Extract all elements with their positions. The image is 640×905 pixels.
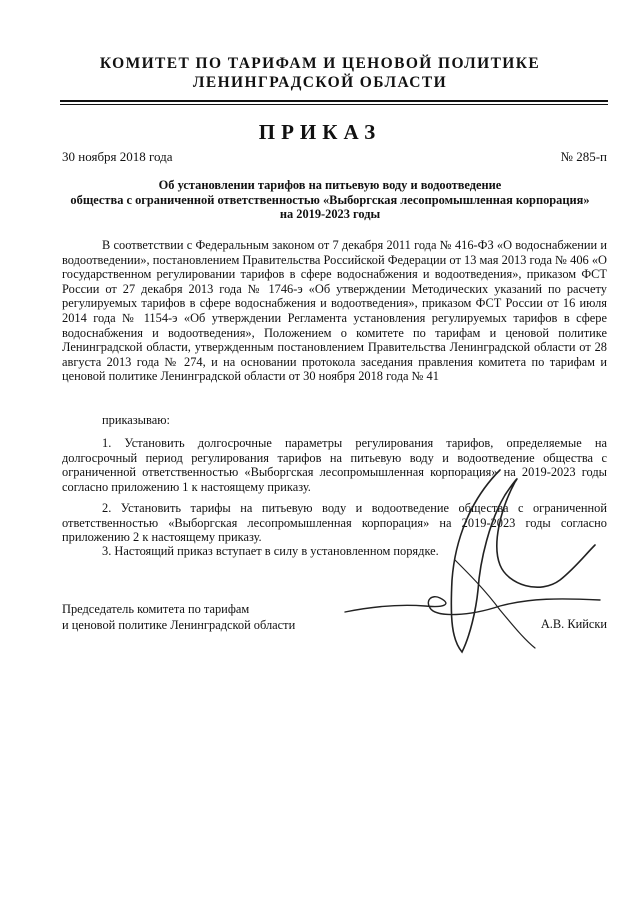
subject-line1: Об установлении тарифов на питьевую воду и водоотведение [158, 178, 502, 192]
document-number: № 285-п [560, 149, 607, 164]
legal-basis-paragraph: В соответствии с Федеральным законом от 7 декабря 2011 года № 416-ФЗ «О водоснабжении и водоотведении», постановлением Правительства Российской Федерации от 13 мая 2013 года № 406 «О государственном регулировании тарифов в сфере водоснабжения и водоотведения», приказом ФСТ России от 27 декабря 2013 года № 1746-э «Об утверждении Методических указаний по расчету регулируемых тарифов в сфере водоснабжения и водоотведения», приказом ФСТ России от 16 июля 2014 года № 1154-э «Об утверждении Регламента установления регулируемых тарифов в сфере водоснабжения и водоотведения», Положением о комитете по тарифам и ценовой политике Ленинградской области, утвержденным постановлением Правительства Ленинградской области от 28 августа 2013 года № 274, и на основании протокола заседания правления комитета по тарифам и ценовой политике Ленинградской области от 30 ноября 2018 года № 41 [62, 238, 607, 384]
organization-name-line2: ЛЕНИНГРАДСКОЙ ОБЛАСТИ [192, 74, 448, 91]
signatory-name: А.В. Кийски [540, 617, 607, 631]
organization-name [0, 54, 640, 92]
signatory-title-line2: и ценовой политике Ленинградской области [62, 617, 296, 632]
subject-line2: общества с ограниченной ответственностью «Выборгская лесопромышленная корпорация» [70, 192, 590, 207]
order-item-2: 2. Установить тарифы на питьевую воду и водоотведение общества с ограниченной ответственностью «Выборгская лесопромышленная корпорация» на 2019-2023 годы согласно приложению 2 к настоящему приказу. [62, 501, 607, 545]
order-item-3: 3. Настоящий приказ вступает в силу в установленном порядке. [102, 544, 439, 558]
subject-line3: на 2019-2023 годы [279, 207, 381, 221]
order-item-1: 1. Установить долгосрочные параметры регулирования тарифов, определяемые на долгосрочный период регулирования тарифов на питьевую воду и водоотведение общества с ограниченной ответственностью «Выборгская лесопромышленная корпорация» на 2019-2023 годы согласно приложению 1 к настоящему приказу. [62, 436, 607, 494]
header-rule-thin [60, 104, 608, 105]
header-rule-thick [60, 100, 608, 102]
organization-name-line1: КОМИТЕТ ПО ТАРИФАМ И ЦЕНОВОЙ ПОЛИТИКЕ [99, 55, 541, 72]
document-date: 30 ноября 2018 года [62, 149, 173, 164]
document-subject [40, 178, 620, 222]
signatory-title [62, 602, 295, 633]
signatory-title-line1: Председатель комитета по тарифам [62, 602, 250, 616]
order-word: приказываю: [102, 413, 170, 427]
document-type: ПРИКАЗ [258, 120, 382, 144]
